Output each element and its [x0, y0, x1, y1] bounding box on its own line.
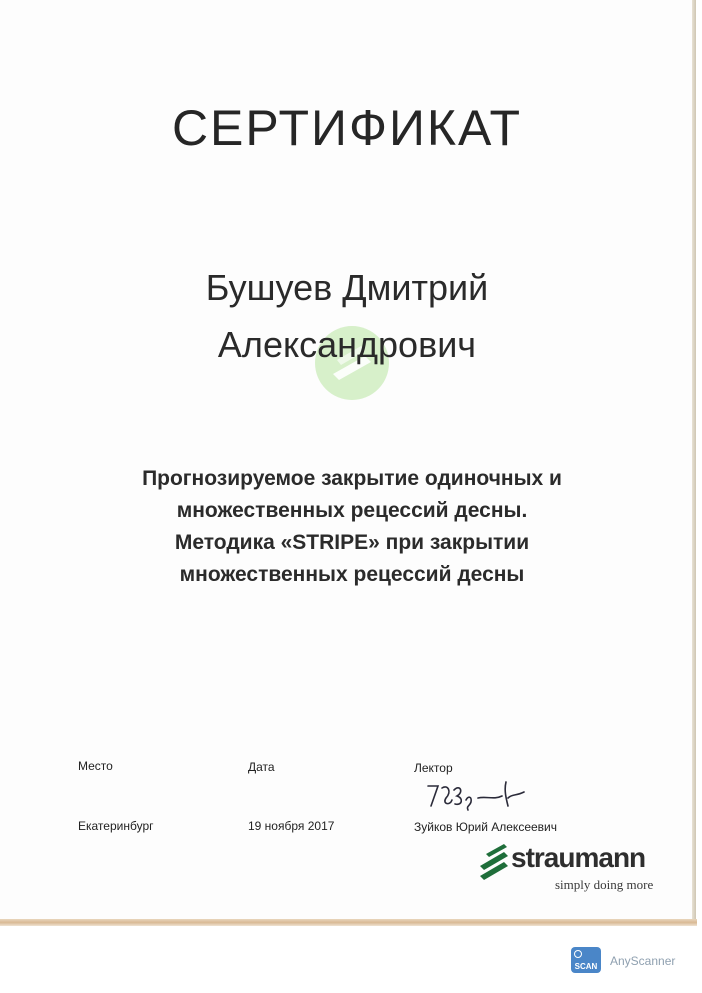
course-title-line-4: множественных рецессий десны [179, 563, 525, 586]
course-title-line-3: Методика «STRIPE» при закрытии [174, 531, 530, 554]
date-value: 19 ноября 2017 [248, 819, 335, 833]
place-value: Екатеринбург [78, 819, 154, 833]
scanner-badge: SCAN [574, 962, 598, 971]
lecturer-signature [424, 776, 534, 814]
course-title-line-2: множественных рецессий десны. [176, 499, 528, 522]
straumann-tagline: simply doing more [555, 877, 654, 892]
straumann-logo-icon [478, 842, 510, 880]
straumann-wordmark: straumann [511, 842, 646, 873]
date-label: Дата [248, 760, 275, 774]
lecturer-label: Лектор [414, 761, 453, 775]
recipient-name-line-2: Александрович [217, 324, 477, 365]
scanner-lens-icon [574, 950, 582, 958]
anyscanner-icon [571, 947, 601, 973]
certificate-title: СЕРТИФИКАТ [171, 100, 523, 156]
anyscanner-label: AnyScanner [610, 954, 676, 968]
course-title-line-1: Прогнозируемое закрытие одиночных и [142, 467, 562, 490]
place-label: Место [78, 759, 113, 773]
paper-edge-bottom [0, 919, 697, 926]
lecturer-name: Зуйков Юрий Алексеевич [414, 820, 557, 834]
recipient-name-line-1: Бушуев Дмитрий [205, 267, 489, 308]
